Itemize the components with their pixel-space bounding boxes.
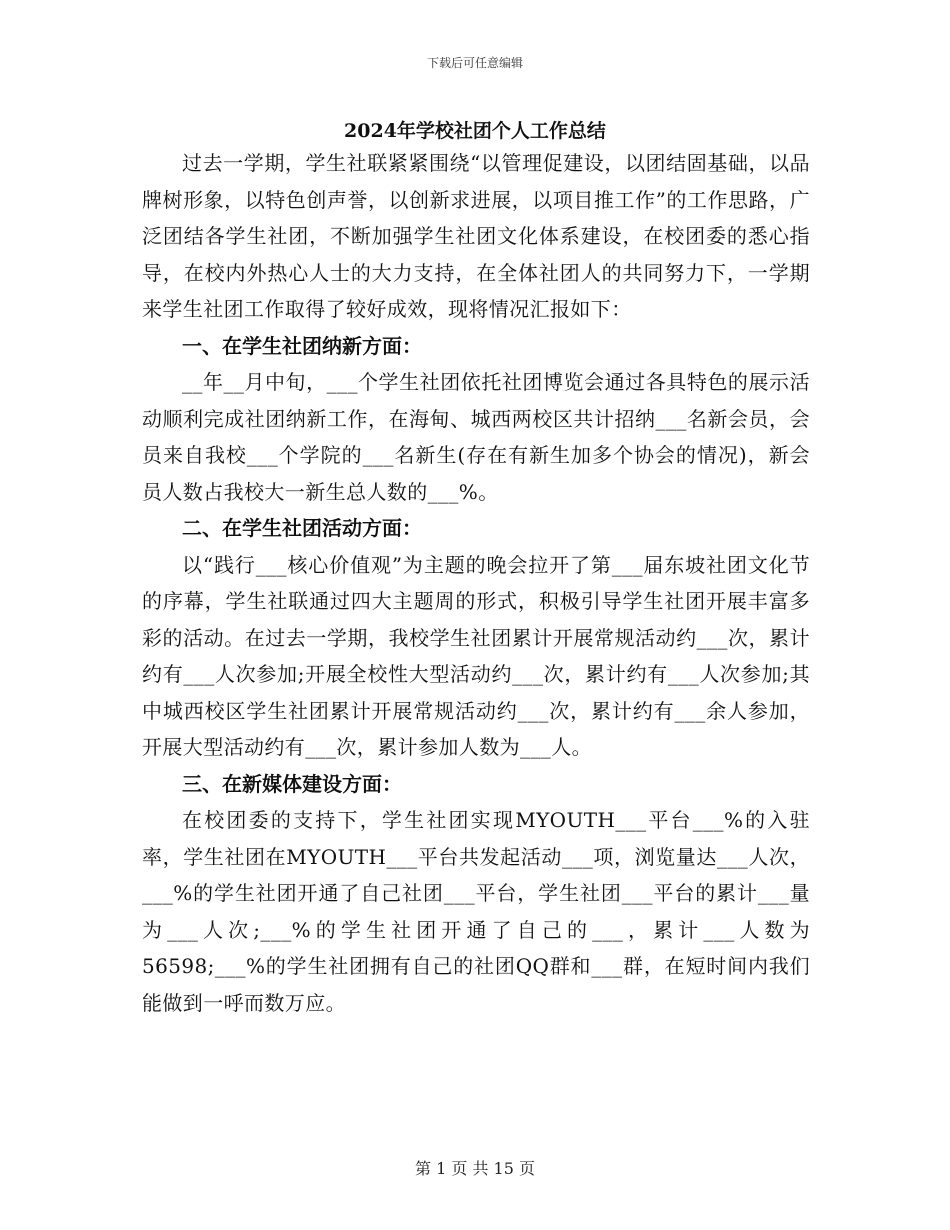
- section-body-new-media: 在校团委的支持下，学生社团实现MYOUTH___平台___%的入驻率，学生社团在MYOUTH___平台共发起活动___项，浏览量达___人次，___%的学生社团开通了自己社团___平台，学生社团___平台的累计___量为___人次;___%的学生社团开通了自己的___，累计___人数为56598;___%的学生社团拥有自己的社团QQ群和___群，在短时间内我们能做到一呼而数万应。: [142, 808, 810, 1015]
- section-heading-new-media: 三、在新媒体建设方面：: [182, 771, 402, 796]
- section-body-recruitment: __年__月中旬，___个学生社团依托社团博览会通过各具特色的展示活动顺利完成社团纳新工作，在海甸、城西两校区共计招纳___名新会员，会员来自我校___个学院的___名新生(存在有新生加多个协会的情况)，新会员人数占我校大一新生总人数的___%。: [142, 370, 810, 504]
- section-body-activities: 以“践行___核心价值观”为主题的晚会拉开了第___届东坡社团文化节的序幕，学生社联通过四大主题周的形式，积极引导学生社团开展丰富多彩的活动。在过去一学期，我校学生社团累计开展常规活动约___次，累计约有___人次参加;开展全校性大型活动约___次，累计约有___人次参加;其中城西校区学生社团累计开展常规活动约___次，累计约有___余人参加，开展大型活动约有___次，累计参加人数为___人。: [142, 552, 810, 759]
- document-title: 2024年学校社团个人工作总结: [344, 120, 606, 142]
- header-note: 下载后可任意编辑: [426, 56, 523, 70]
- intro-paragraph: 过去一学期，学生社联紧紧围绕“以管理促建设，以团结固基础，以品牌树形象，以特色创声誉，以创新求进展，以项目推工作”的工作思路，广泛团结各学生社团，不断加强学生社团文化体系建设，在校团委的悉心指导，在校内外热心人士的大力支持，在全体社团人的共同努力下，一学期来学生社团工作取得了较好成效，现将情况汇报如下：: [142, 151, 810, 321]
- document-body: [142, 145, 810, 1021]
- section-heading-activities: 二、在学生社团活动方面：: [182, 516, 422, 540]
- section-heading-recruitment: 一、在学生社团纳新方面：: [182, 333, 422, 358]
- page-footer: 第 1 页 共 15 页: [415, 1159, 535, 1178]
